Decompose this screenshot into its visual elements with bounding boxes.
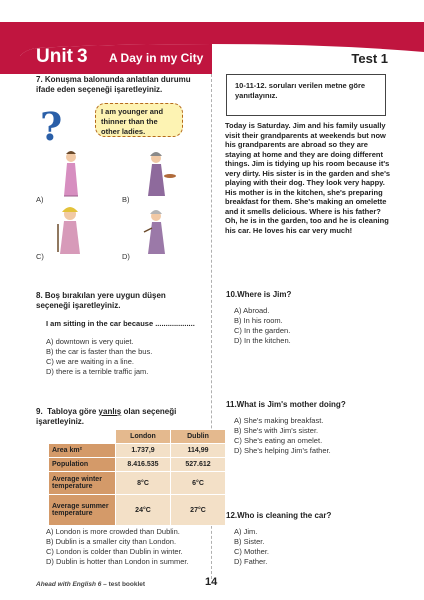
lady-c-illustration [52,204,88,256]
city-comparison-table [48,429,226,526]
lady-d-illustration [140,208,176,256]
q12-options [234,527,394,567]
row-header-area: Area km² [49,444,116,458]
q9-head: 9. Tabloya göre yanlış olan seçeneği işaretleyiniz. [36,407,177,426]
q11-option-a[interactable]: A) She's making breakfast. [234,416,324,425]
book-title: Ahead with English 6 – test booklet [36,581,146,588]
q12-option-d[interactable]: D) Father. [234,557,268,566]
q10-option-a[interactable]: A) Abroad. [234,306,270,315]
q12-option-b[interactable]: B) Sister. [234,537,265,546]
row-header-summer-temp: Average summer temperature [49,495,116,526]
lady-a-illustration [56,150,86,198]
q10-option-c[interactable]: C) In the garden. [234,326,291,335]
q7-option-c[interactable]: C) [36,252,44,261]
table-cell: 8°C [116,472,171,495]
q8-option-d[interactable]: D) there is a terrible traffic jam. [46,367,149,376]
q11-option-c[interactable]: C) She's eating an omelet. [234,436,323,445]
unit-title: A Day in my City [109,51,204,65]
q8-option-b[interactable]: B) the car is faster than the bus. [46,347,153,356]
q12-head: 12.Who is cleaning the car? [226,511,332,520]
q12-option-c[interactable]: C) Mother. [234,547,270,556]
col-header-london: London [116,430,171,444]
row-header-population: Population [49,458,116,472]
reading-passage: Today is Saturday. Jim and his family usually visit their grandparents at weekends but now his grandparents are abroad so they are staying at home and they are doing different things. Jim is tidying up his room because it's very dirty. His sister is in the garden and she's playing with their dog. They look very happy. His mother is in the kitchen, she's preparing breakfast for them. She's making an omelette and it smells delicious. Where is his father? Oh, he is in the garden, too and he is cleaning his car. He loves his car very much! [225,121,391,235]
lady-b-illustration [140,150,176,198]
table-cell: 24°C [116,495,171,526]
q10-option-d[interactable]: D) In the kitchen. [234,336,291,345]
speech-bubble: I am younger and thinner than the other ladies. [95,103,183,137]
q8-stem: I am sitting in the car because ................... [46,319,195,328]
table-cell: 27°C [171,495,226,526]
q10-head: 10.Where is Jim? [226,290,292,299]
row-header-winter-temp: Average winter temperature [49,472,116,495]
q9-option-a[interactable]: A) London is more crowded than Dublin. [46,527,180,536]
q7-option-d[interactable]: D) [122,252,130,261]
q11-options [234,416,394,456]
table-cell: 1.737,9 [116,444,171,458]
q8-options [46,337,206,377]
test-label: Test 1 [351,51,388,66]
table-cell: 8.416.535 [116,458,171,472]
q12-option-a[interactable]: A) Jim. [234,527,258,536]
q11-head: 11.What is Jim's mother doing? [226,400,346,409]
q7-option-a[interactable]: A) [36,195,44,204]
q11-option-b[interactable]: B) She's with Jim's sister. [234,426,319,435]
q9-options [46,527,208,567]
q8-option-c[interactable]: C) we are waiting in a line. [46,357,134,366]
q8-option-a[interactable]: A) downtown is very quiet. [46,337,134,346]
q7-head: 7. Konuşma balonunda anlatılan durumu ifade eden seçeneği işaretleyiniz. [36,75,191,94]
table-cell: 6°C [171,472,226,495]
q10-options [234,306,394,346]
q10-option-b[interactable]: B) In his room. [234,316,283,325]
q8-head: 8. Boş bırakılan yere uygun düşen seçeneği işaretleyiniz. [36,291,166,310]
q9-option-d[interactable]: D) Dublin is hotter than London in summer. [46,557,189,566]
q9-option-b[interactable]: B) Dublin is a smaller city than London. [46,537,177,546]
q9-option-c[interactable]: C) London is colder than Dublin in winter. [46,547,183,556]
unit-label: Unit 3 [36,46,88,67]
question-mark-icon: ? [40,104,63,149]
col-header-dublin: Dublin [171,430,226,444]
q7-option-b[interactable]: B) [122,195,130,204]
page-number: 14 [205,576,218,588]
unit-header [0,0,424,74]
q11-option-d[interactable]: D) She's helping Jim's father. [234,446,331,455]
table-cell: 114,99 [171,444,226,458]
instructions-box: 10-11-12. soruları verilen metne göre yanıtlayınız. [226,74,386,116]
table-cell: 527.612 [171,458,226,472]
